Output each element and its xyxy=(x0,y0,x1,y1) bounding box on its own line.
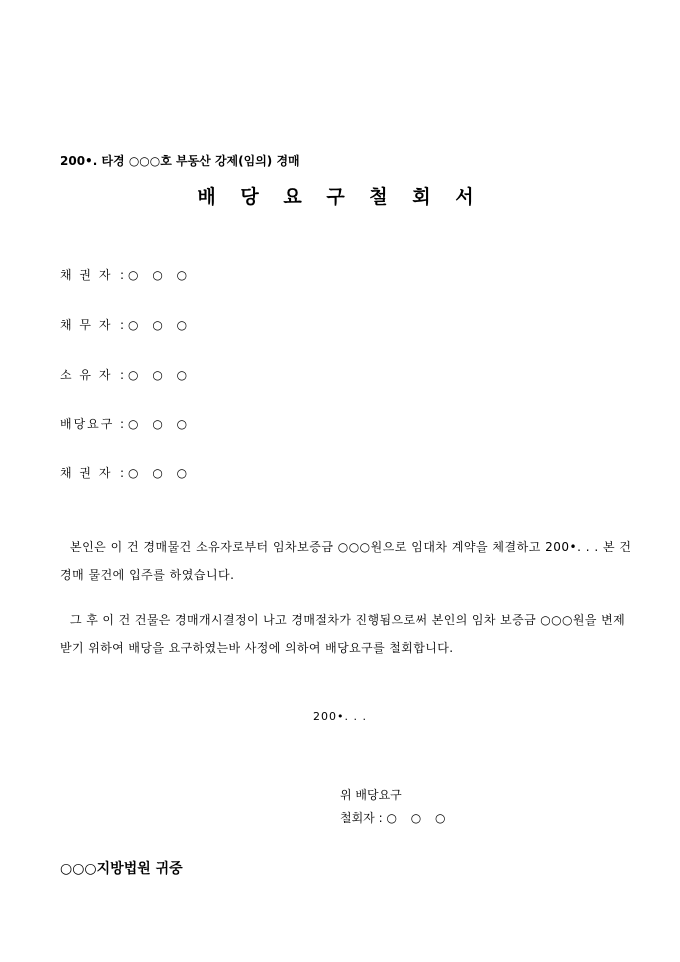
body-paragraph-1: 본인은 이 건 경매물건 소유자로부터 임차보증금 ○○○원으로 임대차 계약을 체결하고 200•. . . 본 건 경매 물건에 입주를 하였습니다. xyxy=(60,540,632,582)
party-row-owner xyxy=(60,366,192,383)
party-separator: : xyxy=(120,417,125,431)
body-paragraph-2: 그 후 이 건 건물은 경매개시결정이 나고 경매절차가 진행됨으로써 본인의 임차 보증금 ○○○원을 변제 받기 위하여 배당을 요구하였는바 사정에 의하여 배당요구를 철회합니다. xyxy=(60,613,626,655)
party-label: 채 권 자 xyxy=(60,466,113,480)
party-separator: : xyxy=(120,318,125,332)
party-name: ○ ○ ○ xyxy=(128,318,193,332)
signer-label: 철회자 xyxy=(340,811,375,825)
party-name: ○ ○ ○ xyxy=(128,268,193,282)
party-separator: : xyxy=(120,368,125,382)
party-label: 배당요구 xyxy=(60,417,115,431)
party-label: 채 권 자 xyxy=(60,268,113,282)
document-date: 200•. . . xyxy=(313,710,367,723)
party-row-creditor-2 xyxy=(60,464,192,481)
party-row-dividend-claimant xyxy=(60,415,192,432)
party-name: ○ ○ ○ xyxy=(128,466,193,480)
case-number-line: 200•. 타경 ○○○호 부동산 강제(임의) 경매 xyxy=(60,154,300,168)
signer-name: ○ ○ ○ xyxy=(386,811,451,825)
signer-line xyxy=(340,809,451,826)
party-name: ○ ○ ○ xyxy=(128,368,193,382)
party-name: ○ ○ ○ xyxy=(128,417,193,431)
party-label: 소 유 자 xyxy=(60,368,113,382)
party-label: 채 무 자 xyxy=(60,318,113,332)
party-separator: : xyxy=(120,466,125,480)
party-row-debtor xyxy=(60,316,192,333)
court-addressee: ○○○지방법원 귀중 xyxy=(60,861,183,877)
party-separator: : xyxy=(120,268,125,282)
signer-separator: : xyxy=(378,811,383,825)
party-row-creditor xyxy=(60,266,192,283)
document-title: 배 당 요 구 철 회 서 xyxy=(197,186,483,208)
signer-role: 위 배당요구 xyxy=(340,788,402,802)
